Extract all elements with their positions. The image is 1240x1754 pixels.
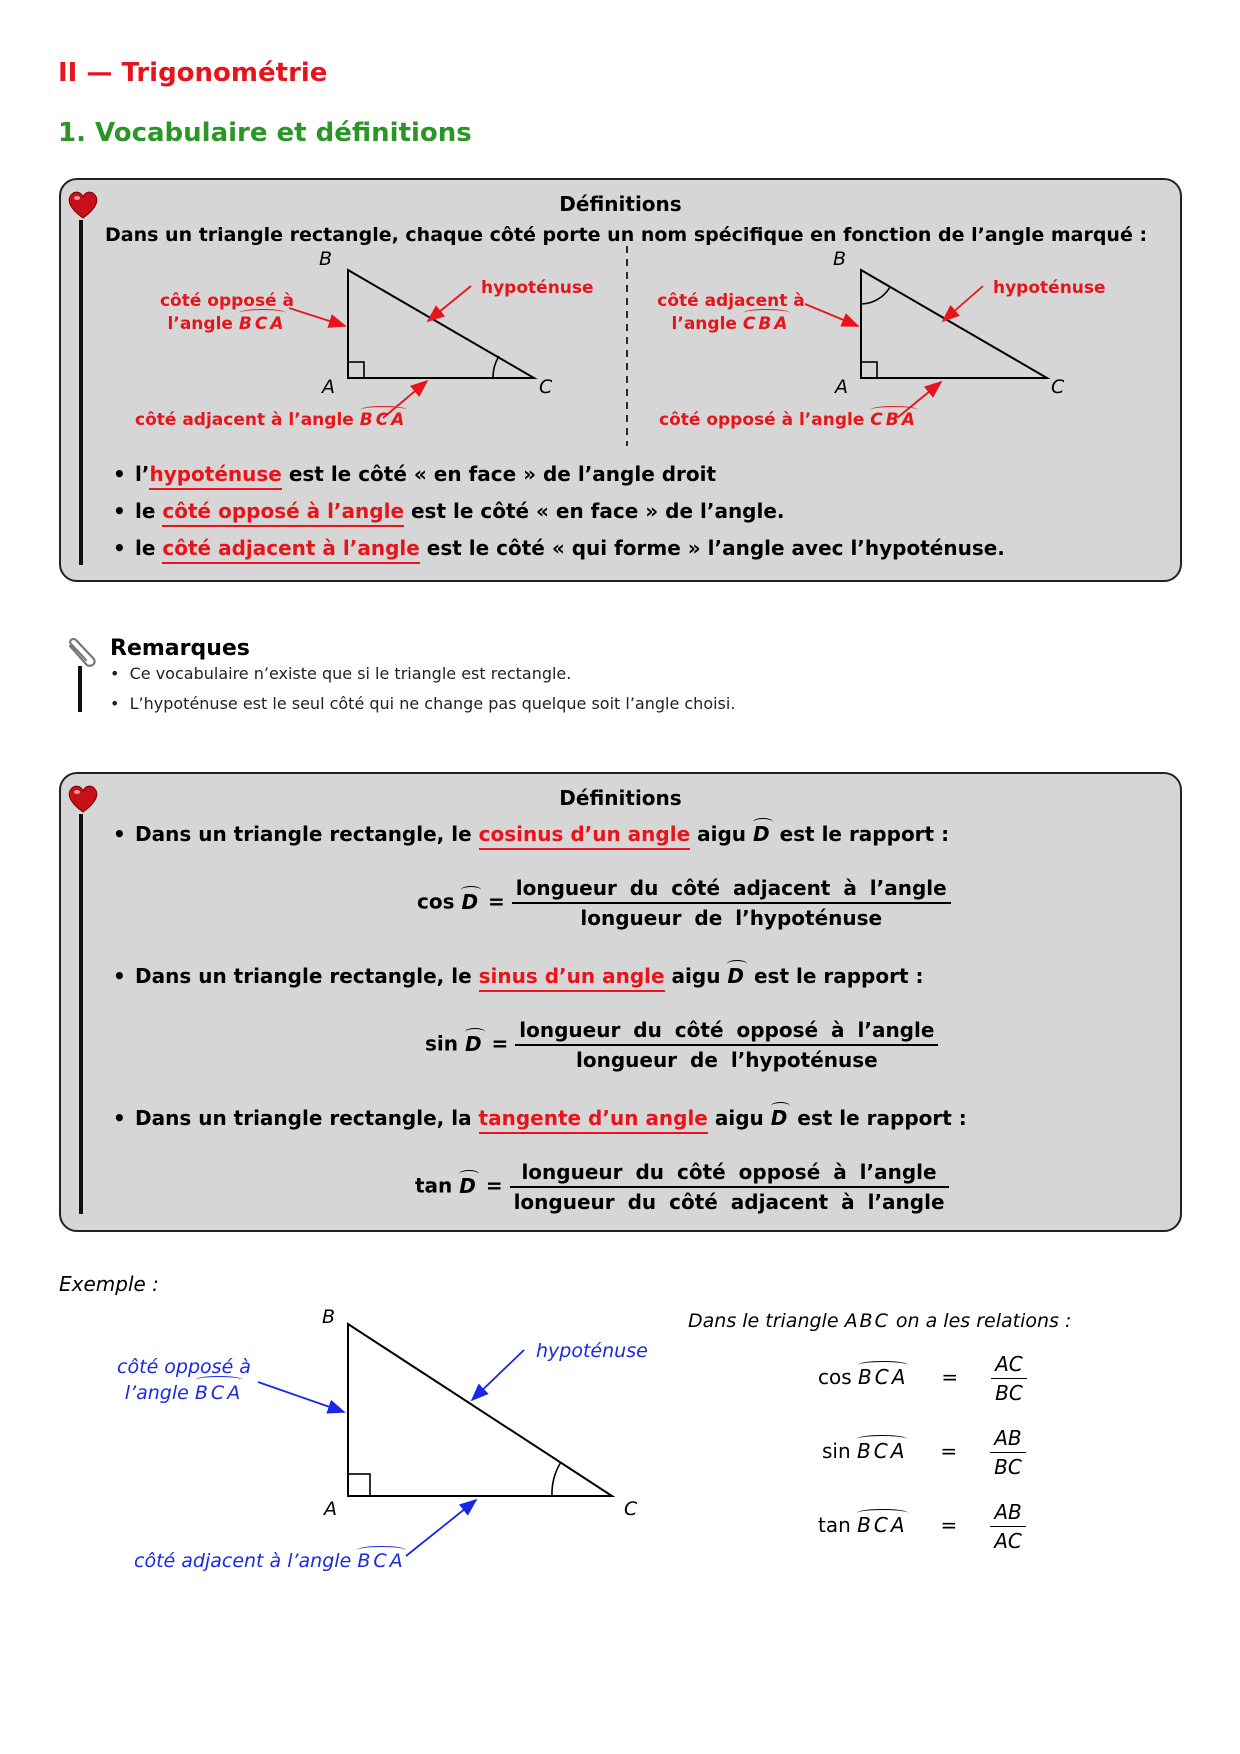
relation-cos: cos BCA = $\frac{AC}{BC}$ [818,1352,1027,1405]
tangent-definition: • Dans un triangle rectangle, la tangente d’un angle aigu D est le rapport : [113,1106,967,1130]
vertex-a-2: A [835,376,848,398]
label-hyp-2: hypoténuse [993,278,1106,298]
label-opposite-1: côté opposé à l’angle BCA [159,291,295,334]
label-adjacent-1: côté adjacent à l’angle BCA [135,410,408,430]
definitions-box-1 [59,178,1182,582]
cosine-definition: • Dans un triangle rectangle, le cosinus d’un angle aigu D est le rapport : [113,822,949,846]
sine-formula: sin D = $\frac{\text{longueur du côté opposé à l’angle}}{\text{longueur de l’hypoténuse}}$ [425,1018,938,1072]
arrow-opp-1 [289,308,345,326]
label-opposite-2: côté opposé à l’angle CBA [659,410,918,430]
arrow-hyp-example [472,1350,524,1400]
vertex-a-example: A [324,1498,337,1520]
relation-tan: tan BCA = $\frac{AB}{AC}$ [818,1500,1026,1553]
angle-cba: CBA [870,410,918,430]
remark-item: • L’hypoténuse est le seul côté qui ne change pas quelque soit l’angle choisi. [110,694,736,713]
box-title: Définitions [559,192,682,216]
arrow-adj-2 [805,304,858,326]
vertex-c-1: C [539,376,553,398]
label-adjacent-example: côté adjacent à l’angle BCA [134,1550,406,1572]
box-intro: Dans un triangle rectangle, chaque côté porte un nom spécifique en fonction de l’angle marqué : [105,224,1148,246]
angle-bca: BCA [359,410,408,430]
example-label: Exemple : [59,1272,159,1296]
vertex-c-2: C [1051,376,1065,398]
relations-intro: Dans le triangle ABC on a les relations : [688,1310,1072,1332]
bullet-opposite: • le côté opposé à l’angle est le côté « en face » de l’angle. [113,499,785,523]
vertex-c-example: C [624,1498,638,1520]
angle-bca: BCA [238,314,287,334]
cosine-formula: cos D = $\frac{\text{longueur du côté adjacent à l’angle}}{\text{longueur de l’hypoténuse}}$ [417,876,951,930]
remarks-side-bar [78,666,82,712]
vertex-b-1: B [319,248,333,270]
relation-sin: sin BCA = $\frac{AB}{BC}$ [822,1426,1026,1479]
arrow-hyp-1 [428,286,471,321]
arrow-hyp-2 [943,286,983,321]
vertex-b-2: B [833,248,847,270]
section-heading: II — Trigonométrie [58,58,328,88]
remark-item: • Ce vocabulaire n’existe que si le triangle est rectangle. [110,664,572,683]
arrow-adj-example [406,1500,476,1556]
definitions-box-2 [59,772,1182,1232]
bullet-hypotenuse: • l’hypoténuse est le côté « en face » de l’angle droit [113,462,716,486]
box-side-bar [79,814,83,1214]
angle-cba: CBA [742,314,791,334]
vertex-b-example: B [322,1306,336,1328]
arrow-opp-example [258,1382,344,1412]
tangent-formula: tan D = $\frac{\text{longueur du côté opposé à l’angle}}{\text{longueur du côté adjacent à l’angle}}$ [415,1160,949,1214]
label-opposite-example: côté opposé à l’angle BCA [117,1356,251,1404]
vertex-a-1: A [322,376,335,398]
subsection-heading: 1. Vocabulaire et définitions [58,118,472,148]
paperclip-icon [62,632,102,672]
remarks-title: Remarques [110,636,250,661]
bullet-adjacent: • le côté adjacent à l’angle est le côté « qui forme » l’angle avec l’hypoténuse. [113,536,1005,560]
label-hyp-example: hypoténuse [536,1340,648,1362]
label-hyp-1: hypoténuse [481,278,594,298]
sine-definition: • Dans un triangle rectangle, le sinus d’un angle aigu D est le rapport : [113,964,923,988]
box-title: Définitions [559,786,682,810]
label-adjacent-2: côté adjacent à l’angle CBA [657,291,805,334]
